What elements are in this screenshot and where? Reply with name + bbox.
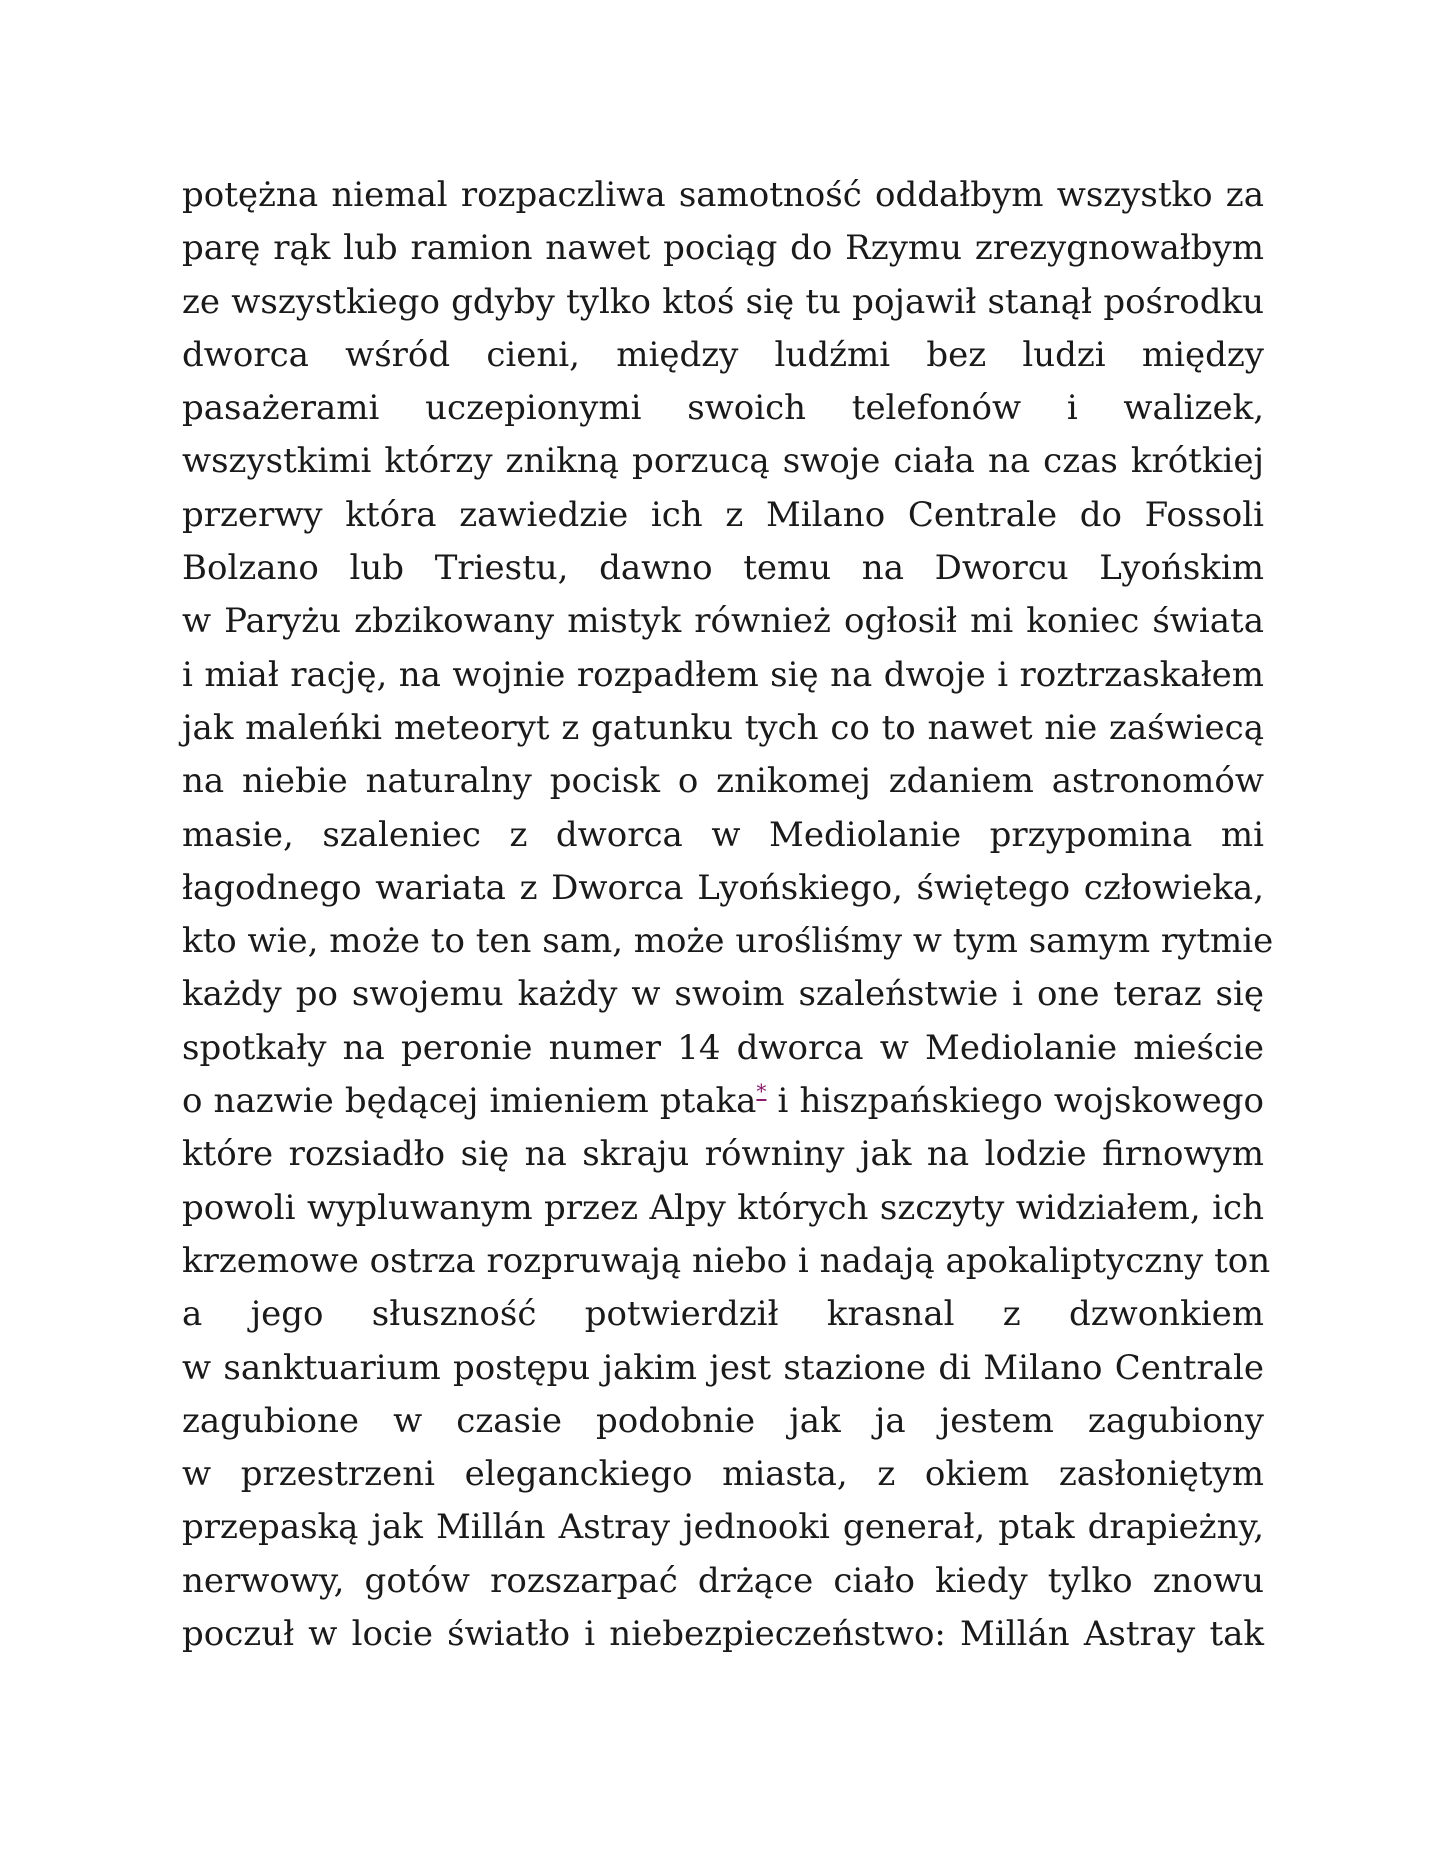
text-line-25: w przestrzeni eleganckiego miasta, z okiem zasłoniętym: [182, 1454, 1264, 1495]
text-line-5: pasażerami uczepionymi swoich telefonów i walizek,: [182, 388, 1264, 429]
text-line-14: łagodnego wariata z Dworca Lyońskiego, świętego człowieka,: [182, 867, 1264, 908]
body-text: [182, 169, 1274, 1661]
text-line-11: jak maleńki meteoryt z gatunku tych co to nawet nie zaświecą: [182, 707, 1264, 748]
text-line-7: przerwy która zawiedzie ich z Milano Centrale do Fossoli: [182, 494, 1264, 535]
text-line-17: spotkały na peronie numer 14 dworca w Mediolanie mieście: [182, 1027, 1264, 1068]
text-line-27: nerwowy, gotów rozszarpać drżące ciało kiedy tylko znowu: [182, 1560, 1264, 1601]
text-line-26: przepaską jak Millán Astray jednooki generał, ptak drapieżny,: [182, 1507, 1264, 1548]
text-line-6: wszystkimi którzy znikną porzucą swoje ciała na czas krótkiej: [182, 441, 1264, 482]
text-line-20: powoli wypluwanym przez Alpy których szczyty widziałem, ich: [182, 1187, 1264, 1228]
footnote-line-before: o nazwie będącej imieniem ptaka: [182, 1081, 757, 1122]
footnote-line-after: i hiszpańskiego wojskowego: [766, 1081, 1264, 1122]
text-line-18-with-footnote: [182, 1075, 1264, 1128]
text-line-22: a jego słuszność potwierdził krasnal z dzwonkiem: [182, 1294, 1264, 1335]
text-line-15: kto wie, może to ten sam, może urośliśmy w tym samym rytmie: [182, 921, 1274, 962]
text-line-21: krzemowe ostrza rozpruwają niebo i nadają apokaliptyczny ton: [182, 1240, 1271, 1281]
text-line-12: na niebie naturalny pocisk o znikomej zdaniem astronomów: [182, 761, 1264, 802]
footnote-reference-link[interactable]: *: [756, 1079, 767, 1104]
text-line-8: Bolzano lub Triestu, dawno temu na Dworcu Lyońskim: [182, 548, 1264, 589]
text-line-3: ze wszystkiego gdyby tylko ktoś się tu pojawił stanął pośrodku: [182, 281, 1264, 322]
text-line-23: w sanktuarium postępu jakim jest stazione di Milano Centrale: [182, 1347, 1264, 1388]
text-line-19: które rozsiadło się na skraju równiny jak na lodzie firnowym: [182, 1134, 1264, 1175]
text-line-2: parę rąk lub ramion nawet pociąg do Rzymu zrezygnowałbym: [182, 228, 1264, 269]
text-line-13: masie, szaleniec z dworca w Mediolanie przypomina mi: [182, 814, 1264, 855]
text-line-1: potężna niemal rozpaczliwa samotność oddałbym wszystko za: [182, 175, 1264, 215]
text-line-10: i miał rację, na wojnie rozpadłem się na dwoje i roztrzaskałem: [182, 654, 1264, 695]
text-line-9: w Paryżu zbzikowany mistyk również ogłosił mi koniec świata: [182, 601, 1264, 642]
text-line-24: zagubione w czasie podobnie jak ja jestem zagubiony: [182, 1400, 1264, 1441]
text-line-28: poczuł w locie światło i niebezpieczeństwo: Millán Astray tak: [182, 1614, 1264, 1655]
text-line-16: każdy po swojemu każdy w swoim szaleństwie i one teraz się: [182, 974, 1264, 1015]
text-line-4: dworca wśród cieni, między ludźmi bez ludzi między: [182, 334, 1264, 375]
